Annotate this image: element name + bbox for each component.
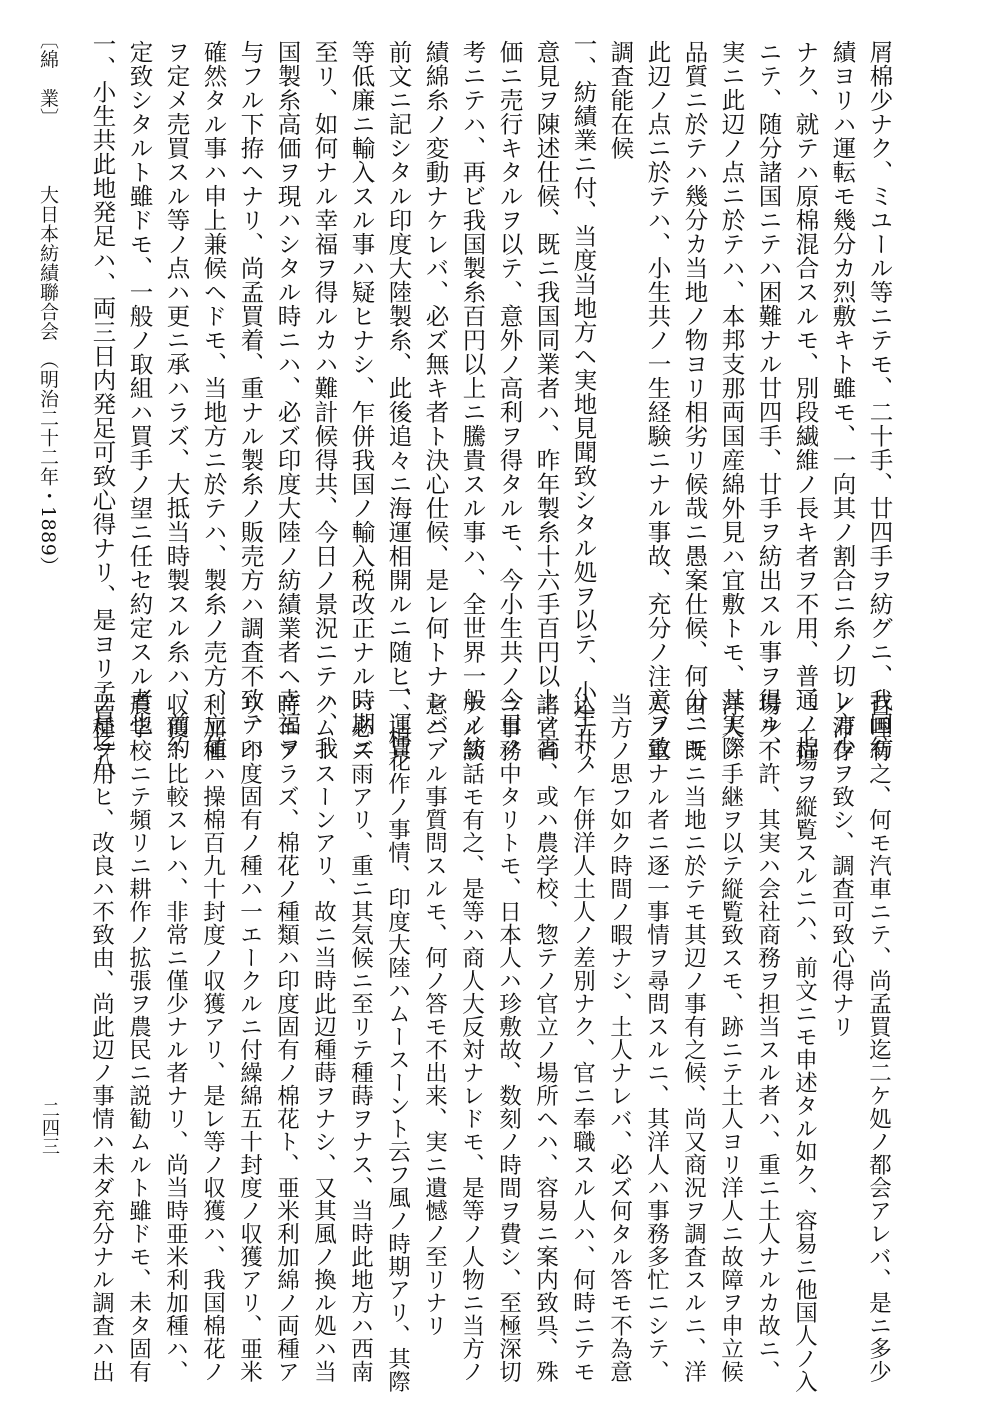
text-column: 価ニ売行キタルヲ以テ、意外ノ高利ヲ得タルモ、今小生共ノ今日ノ bbox=[495, 40, 524, 760]
text-column: 利加種ハ操棉百九十封度ノ収獲アリ、是レ等ノ収獲ハ、我国棉花ノ bbox=[199, 693, 226, 1383]
text-column: 人ノ重ナル者ニ逐一事情ヲ尋問スルニ、其洋人ハ事務多忙ニシテ、 bbox=[643, 693, 670, 1383]
text-column: 諸官省、或ハ農学校、惣テノ官立ノ場所ヘハ、容易ニ案内致呉、殊 bbox=[532, 693, 559, 1383]
text-column: 当方ノ思フ如ク時間ノ暇ナシ、土人ナレバ、必ズ何タル答モ不為意 bbox=[606, 693, 633, 1383]
text-column: 調査能在候 bbox=[606, 40, 635, 160]
text-column: 定致シタルト雖ドモ、一般ノ取組ハ買手ノ望ニ任セ約定スル者也 bbox=[125, 40, 154, 736]
text-column: リ、印度固有ノ種ハ一エークルニ付繰綿五十封度ノ収獲アリ、亜米 bbox=[236, 693, 263, 1383]
publication-date-text: （明治二十二年・1889） bbox=[37, 350, 59, 576]
text-column: 収獲ト比較スレハ、非常ニ僅少ナル者ナリ、尚当時亜米利加種ハ、 bbox=[162, 693, 189, 1383]
text-column: 一、小生共此地発足ハ、両三日内発足可致心得ナリ、是ヨリ孟買迄八 bbox=[88, 32, 117, 776]
text-column: 与フル下拵ヘナリ、尚孟買着、重ナル製糸ノ販売方ハ調査不致テハ bbox=[236, 40, 265, 760]
text-column: 考ニテハ、再ビ我国製糸百円以上ニ騰貴スル事ハ、全世界一般ノ紡 bbox=[458, 40, 487, 760]
series-label: 〔綿 業〕 bbox=[37, 30, 59, 128]
publisher: 大日本紡績聯合会 bbox=[37, 185, 59, 341]
text-column: 洋人ノ手継ヲ以テ縦覧致スモ、跡ニテ土人ヨリ洋人ニ故障ヲ申立候 bbox=[717, 693, 744, 1383]
text-column: 此辺ノ点ニ於テハ、小生共ノ一生経験ニナル事故、充分ノ注意ヲ致 bbox=[643, 40, 672, 760]
text-column: ノ滞存ヲ致シ、調査可致心得ナリ bbox=[828, 693, 855, 1038]
text-column: 前文ニ記シタル印度大陸製糸、此後追々ニ海運相開ルニ随ヒ、運賃 bbox=[384, 40, 413, 760]
text-column: 屑棉少ナク、ミユール等ニテモ、二十手、廿四手ヲ紡グニ、我国紡 bbox=[865, 40, 894, 760]
text-column: 品質ニ於テハ幾分カ当地ノ物ヨリ相劣リ候哉ニ愚案仕候、何分ニモ bbox=[680, 40, 709, 760]
text-column: 一、棉花作ノ事情、印度大陸ハムースーント云フ風ノ時期アリ、其際 bbox=[384, 680, 411, 1393]
text-column: 百哩有之、何モ汽車ニテ、尚孟買迄二ケ処ノ都会アレバ、是ニ多少 bbox=[865, 693, 892, 1383]
text-column: 由、既ニ当地ニ於テモ其辺ノ事有之候、尚又商況ヲ調査スルニ、洋 bbox=[680, 693, 707, 1383]
text-column: ナル談話モ有之、是等ハ商人大反対ナレドモ、是等ノ人物ニ当方ノ bbox=[458, 693, 485, 1383]
text-column: 場ヲ不許、其実ハ会社商務ヲ担当スル者ハ、重ニ土人ナルカ故ニ、 bbox=[754, 693, 781, 1383]
text-column: ノムースーンアリ、故ニ当時此辺種蒔ヲナシ、又其風ノ換ル処ハ当 bbox=[310, 693, 337, 1383]
text-column: ナク、就テハ原棉混合スルモ、別段繊維ノ長キ者ヲ不用、普通ノ棉 bbox=[791, 40, 820, 760]
text-column: 績ヨリハ運転モ幾分カ烈敷キト雖モ、一向其ノ割合ニ糸ノ切レ方少 bbox=[828, 40, 857, 760]
text-column: ヲ定メ売買スル等ノ点ハ更ニ承ハラズ、大抵当時製スル糸ハ、前約 bbox=[162, 40, 191, 760]
text-column: 一、紡績業ニ付、当度当地方ヘ実地見聞致シタル処ヲ以テ、小生共ノ bbox=[569, 32, 598, 776]
text-column: 意ニアル事質問スルモ、何ノ答モ不出来、実ニ遺憾ノ至リナリ bbox=[421, 693, 448, 1337]
text-column: 等低廉ニ輸入スル事ハ疑ヒナシ、乍併我国ノ輸入税改正ナル時期ニ bbox=[347, 40, 376, 760]
publication-date bbox=[38, 350, 57, 576]
text-column: 実ニ此辺ノ点ニ於テハ、本邦支那両国産綿外見ハ宜敷トモ、其実際 bbox=[717, 40, 746, 760]
text-column: 時ニアラズ、棉花ノ種類ハ印度固有ノ棉花ト、亜米利加綿ノ両種ア bbox=[273, 693, 300, 1383]
text-column: ノ種ヲ用ヒ、改良ハ不致由、尚此辺ノ事情ハ未ダ充分ナル調査ハ出 bbox=[88, 693, 115, 1383]
text-column: 農学校ニテ頻リニ耕作ノ拡張ヲ農民ニ説勧ムルト雖ドモ、未タ固有 bbox=[125, 693, 152, 1383]
text-column: 意見ヲ陳述仕候、既ニ我国同業者ハ、昨年製糸十六手百円以上ノ高 bbox=[532, 40, 561, 760]
text-column: 国製糸高価ヲ現ハシタル時ニハ、必ズ印度大陸ノ紡績業者ヘ幸福ヲ bbox=[273, 40, 302, 760]
text-column: ハ必ズ雨アリ、重ニ其気候ニ至リテ種蒔ヲナス、当時此地方ハ西南 bbox=[347, 693, 374, 1383]
text-column: 一、工場ヲ縦覧スルニハ、前文ニモ申述タル如ク、容易ニ他国人ノ入 bbox=[791, 680, 818, 1393]
page-number: 二四三 bbox=[39, 1100, 60, 1156]
text-column: ニテ、随分諸国ニテハ困難ナル廿四手、廿手ヲ紡出スル事ヲ得ル、 bbox=[754, 40, 783, 760]
text-column: 確然タル事ハ申上兼候ヘドモ、当地方ニ於テハ、製糸ノ売方、立値 bbox=[199, 40, 228, 760]
text-column: 至リ、如何ナル幸福ヲ得ルカハ難計候得共、今日ノ景況ニテハ、我 bbox=[310, 40, 339, 760]
text-column: 績綿糸ノ変動ナケレバ、必ズ無キ者ト決心仕候、是レ何トナレバ、 bbox=[421, 40, 450, 760]
text-column: ニ事務中タリトモ、日本人ハ珍敷故、数刻ノ時間ヲ費シ、至極深切 bbox=[495, 693, 522, 1383]
text-column: 込ナリ、乍併洋人土人ノ差別ナク、官ニ奉職スル人ハ、何時ニテモ bbox=[569, 693, 596, 1383]
